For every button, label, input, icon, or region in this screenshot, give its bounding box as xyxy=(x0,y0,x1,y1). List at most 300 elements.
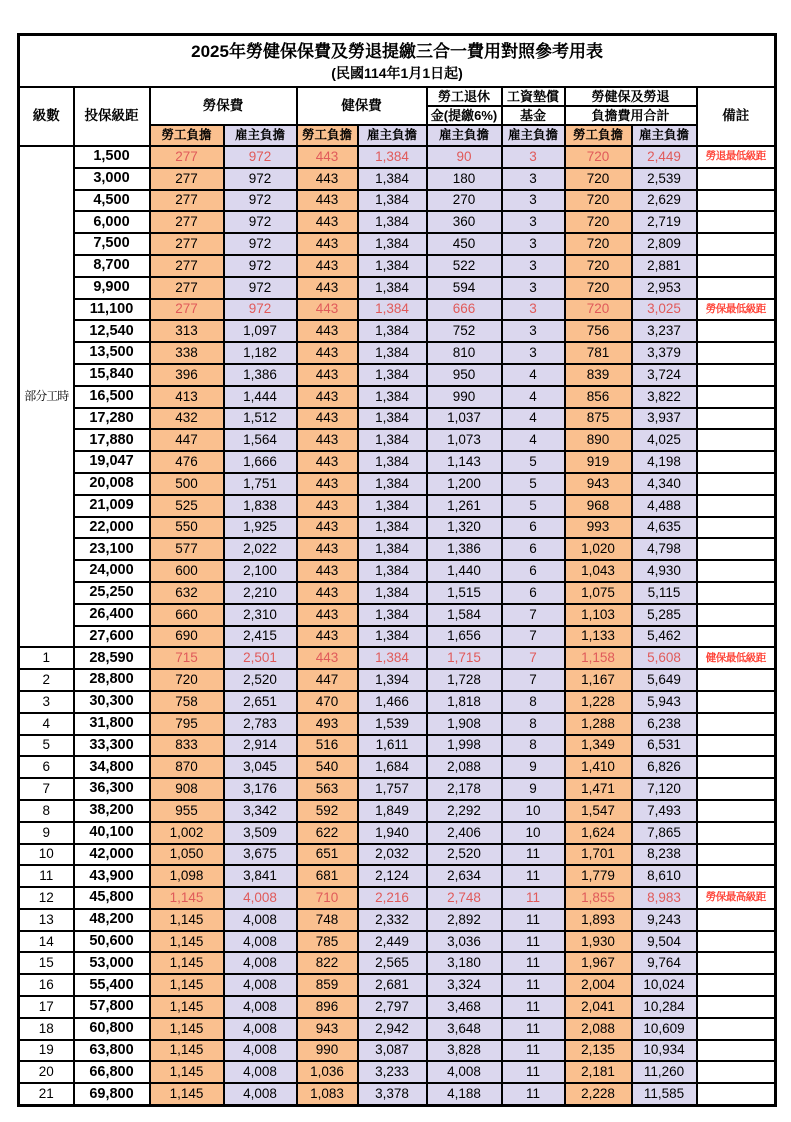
labor-worker-fee: 1,050 xyxy=(150,844,224,866)
bracket-cell: 69,800 xyxy=(74,1083,150,1105)
labor-worker-fee: 525 xyxy=(150,495,224,517)
table-row xyxy=(19,408,776,430)
labor-worker-fee: 550 xyxy=(150,517,224,539)
total-worker-fee: 2,135 xyxy=(565,1040,632,1062)
health-employer-fee: 2,449 xyxy=(358,931,427,953)
health-employer-fee: 1,384 xyxy=(358,517,427,539)
bracket-cell: 17,880 xyxy=(74,429,150,451)
total-worker-fee: 1,701 xyxy=(565,844,632,866)
pension-employer-fee: 1,908 xyxy=(427,713,502,735)
level-cell: 21 xyxy=(19,1083,74,1105)
labor-employer-fee: 2,310 xyxy=(224,604,297,626)
bracket-cell: 42,000 xyxy=(74,844,150,866)
bracket-cell: 12,540 xyxy=(74,320,150,342)
remark-cell xyxy=(697,560,776,582)
remark-cell xyxy=(697,909,776,931)
total-employer-fee: 10,934 xyxy=(632,1040,697,1062)
bracket-cell: 22,000 xyxy=(74,517,150,539)
remark-cell xyxy=(697,844,776,866)
table-row xyxy=(19,386,776,408)
health-employer-fee: 1,466 xyxy=(358,691,427,713)
health-employer-fee: 1,384 xyxy=(358,233,427,255)
labor-worker-fee: 476 xyxy=(150,451,224,473)
bracket-cell: 48,200 xyxy=(74,909,150,931)
health-worker-fee: 470 xyxy=(297,691,358,713)
wage-fund-employer-fee: 3 xyxy=(502,320,565,342)
labor-worker-fee: 277 xyxy=(150,277,224,299)
pension-employer-fee: 990 xyxy=(427,386,502,408)
total-worker-fee: 1,167 xyxy=(565,669,632,691)
pension-employer-fee: 1,320 xyxy=(427,517,502,539)
total-employer-fee: 4,635 xyxy=(632,517,697,539)
table-row xyxy=(19,233,776,255)
health-employer-fee: 1,384 xyxy=(358,277,427,299)
health-worker-fee: 822 xyxy=(297,952,358,974)
pension-employer-fee: 1,440 xyxy=(427,560,502,582)
total-employer-fee: 4,488 xyxy=(632,495,697,517)
bracket-cell: 26,400 xyxy=(74,604,150,626)
total-worker-fee: 720 xyxy=(565,190,632,212)
wage-fund-employer-fee: 5 xyxy=(502,451,565,473)
health-employer-fee: 1,384 xyxy=(358,560,427,582)
pension-employer-fee: 810 xyxy=(427,342,502,364)
table-row xyxy=(19,538,776,560)
labor-employer-fee: 1,838 xyxy=(224,495,297,517)
subheader-total-employer: 雇主負擔 xyxy=(632,125,697,146)
bracket-cell: 66,800 xyxy=(74,1061,150,1083)
bracket-cell: 21,009 xyxy=(74,495,150,517)
labor-worker-fee: 1,002 xyxy=(150,822,224,844)
health-employer-fee: 1,384 xyxy=(358,538,427,560)
total-employer-fee: 2,719 xyxy=(632,211,697,233)
health-worker-fee: 443 xyxy=(297,604,358,626)
total-worker-fee: 839 xyxy=(565,364,632,386)
pension-employer-fee: 270 xyxy=(427,190,502,212)
health-worker-fee: 443 xyxy=(297,538,358,560)
pension-employer-fee: 3,180 xyxy=(427,952,502,974)
remark-cell xyxy=(697,255,776,277)
table-title: 2025年勞健保保費及勞退提繳三合一費用對照參考用表 xyxy=(191,42,603,62)
labor-employer-fee: 4,008 xyxy=(224,887,297,909)
labor-employer-fee: 2,210 xyxy=(224,582,297,604)
health-employer-fee: 1,611 xyxy=(358,735,427,757)
remark-cell xyxy=(697,168,776,190)
bracket-cell: 3,000 xyxy=(74,168,150,190)
pension-employer-fee: 2,520 xyxy=(427,844,502,866)
remark-cell xyxy=(697,952,776,974)
header-pension-line2: 金(提繳6%) xyxy=(427,106,502,125)
wage-fund-employer-fee: 7 xyxy=(502,604,565,626)
total-employer-fee: 11,260 xyxy=(632,1061,697,1083)
remark-cell xyxy=(697,429,776,451)
table-subtitle: (民國114年1月1日起) xyxy=(331,64,463,81)
bracket-cell: 31,800 xyxy=(74,713,150,735)
total-employer-fee: 6,238 xyxy=(632,713,697,735)
labor-employer-fee: 1,751 xyxy=(224,473,297,495)
wage-fund-employer-fee: 11 xyxy=(502,1061,565,1083)
pension-employer-fee: 2,406 xyxy=(427,822,502,844)
total-worker-fee: 1,075 xyxy=(565,582,632,604)
health-worker-fee: 443 xyxy=(297,582,358,604)
wage-fund-employer-fee: 3 xyxy=(502,299,565,321)
total-worker-fee: 1,967 xyxy=(565,952,632,974)
premium-reference-table xyxy=(17,33,777,1107)
level-cell: 15 xyxy=(19,952,74,974)
total-worker-fee: 720 xyxy=(565,277,632,299)
health-employer-fee: 1,384 xyxy=(358,190,427,212)
health-employer-fee: 1,384 xyxy=(358,495,427,517)
labor-worker-fee: 396 xyxy=(150,364,224,386)
table-title-cell xyxy=(19,35,776,88)
health-employer-fee: 1,384 xyxy=(358,429,427,451)
labor-worker-fee: 1,145 xyxy=(150,1061,224,1083)
remark-cell xyxy=(697,342,776,364)
bracket-cell: 28,800 xyxy=(74,669,150,691)
health-worker-fee: 443 xyxy=(297,277,358,299)
total-employer-fee: 8,983 xyxy=(632,887,697,909)
remark-cell: 勞保最高級距 xyxy=(697,887,776,909)
labor-employer-fee: 3,176 xyxy=(224,778,297,800)
wage-fund-employer-fee: 3 xyxy=(502,255,565,277)
labor-employer-fee: 1,564 xyxy=(224,429,297,451)
level-cell: 13 xyxy=(19,909,74,931)
bracket-cell: 43,900 xyxy=(74,865,150,887)
total-worker-fee: 1,410 xyxy=(565,756,632,778)
total-employer-fee: 3,822 xyxy=(632,386,697,408)
pension-employer-fee: 4,188 xyxy=(427,1083,502,1105)
health-employer-fee: 1,384 xyxy=(358,299,427,321)
total-worker-fee: 1,020 xyxy=(565,538,632,560)
wage-fund-employer-fee: 4 xyxy=(502,386,565,408)
health-employer-fee: 1,384 xyxy=(358,647,427,669)
health-worker-fee: 443 xyxy=(297,386,358,408)
level-cell: 14 xyxy=(19,931,74,953)
wage-fund-employer-fee: 7 xyxy=(502,647,565,669)
bracket-cell: 50,600 xyxy=(74,931,150,953)
remark-cell xyxy=(697,1040,776,1062)
remark-cell xyxy=(697,277,776,299)
health-worker-fee: 443 xyxy=(297,495,358,517)
total-worker-fee: 1,288 xyxy=(565,713,632,735)
labor-employer-fee: 972 xyxy=(224,233,297,255)
wage-fund-employer-fee: 6 xyxy=(502,582,565,604)
labor-employer-fee: 1,512 xyxy=(224,408,297,430)
total-worker-fee: 856 xyxy=(565,386,632,408)
total-worker-fee: 720 xyxy=(565,255,632,277)
labor-employer-fee: 3,342 xyxy=(224,800,297,822)
bracket-cell: 6,000 xyxy=(74,211,150,233)
total-worker-fee: 875 xyxy=(565,408,632,430)
remark-cell xyxy=(697,604,776,626)
level-cell: 8 xyxy=(19,800,74,822)
pension-employer-fee: 2,292 xyxy=(427,800,502,822)
labor-worker-fee: 1,145 xyxy=(150,931,224,953)
bracket-cell: 25,250 xyxy=(74,582,150,604)
pension-employer-fee: 3,324 xyxy=(427,974,502,996)
wage-fund-employer-fee: 11 xyxy=(502,1018,565,1040)
health-worker-fee: 592 xyxy=(297,800,358,822)
total-worker-fee: 1,103 xyxy=(565,604,632,626)
wage-fund-employer-fee: 11 xyxy=(502,1083,565,1105)
table-row xyxy=(19,1083,776,1105)
remark-cell: 勞保最低級距 xyxy=(697,299,776,321)
wage-fund-employer-fee: 10 xyxy=(502,800,565,822)
total-worker-fee: 1,043 xyxy=(565,560,632,582)
total-worker-fee: 2,004 xyxy=(565,974,632,996)
labor-employer-fee: 4,008 xyxy=(224,952,297,974)
labor-employer-fee: 2,415 xyxy=(224,626,297,648)
level-cell: 19 xyxy=(19,1040,74,1062)
remark-cell xyxy=(697,713,776,735)
health-employer-fee: 1,384 xyxy=(358,451,427,473)
table-row xyxy=(19,909,776,931)
pension-employer-fee: 666 xyxy=(427,299,502,321)
labor-worker-fee: 1,145 xyxy=(150,909,224,931)
bracket-cell: 1,500 xyxy=(74,146,150,168)
health-employer-fee: 1,539 xyxy=(358,713,427,735)
table-row xyxy=(19,844,776,866)
pension-employer-fee: 1,584 xyxy=(427,604,502,626)
wage-fund-employer-fee: 9 xyxy=(502,756,565,778)
bracket-cell: 28,590 xyxy=(74,647,150,669)
table-row xyxy=(19,713,776,735)
health-employer-fee: 1,384 xyxy=(358,386,427,408)
labor-employer-fee: 3,675 xyxy=(224,844,297,866)
remark-cell xyxy=(697,364,776,386)
bracket-cell: 9,900 xyxy=(74,277,150,299)
total-worker-fee: 890 xyxy=(565,429,632,451)
wage-fund-employer-fee: 3 xyxy=(502,211,565,233)
labor-employer-fee: 4,008 xyxy=(224,1083,297,1105)
total-employer-fee: 5,608 xyxy=(632,647,697,669)
health-employer-fee: 2,332 xyxy=(358,909,427,931)
pension-employer-fee: 1,037 xyxy=(427,408,502,430)
table-row xyxy=(19,996,776,1018)
bracket-cell: 45,800 xyxy=(74,887,150,909)
bracket-cell: 27,600 xyxy=(74,626,150,648)
pension-employer-fee: 594 xyxy=(427,277,502,299)
total-employer-fee: 4,930 xyxy=(632,560,697,582)
remark-cell xyxy=(697,626,776,648)
total-worker-fee: 2,181 xyxy=(565,1061,632,1083)
table-row xyxy=(19,146,776,168)
pension-employer-fee: 1,073 xyxy=(427,429,502,451)
labor-employer-fee: 3,509 xyxy=(224,822,297,844)
health-employer-fee: 2,681 xyxy=(358,974,427,996)
wage-fund-employer-fee: 4 xyxy=(502,429,565,451)
total-worker-fee: 1,547 xyxy=(565,800,632,822)
header-bracket: 投保級距 xyxy=(74,87,150,146)
labor-worker-fee: 277 xyxy=(150,168,224,190)
health-employer-fee: 1,384 xyxy=(358,626,427,648)
subheader-labor-employer: 雇主負擔 xyxy=(224,125,297,146)
labor-worker-fee: 833 xyxy=(150,735,224,757)
total-employer-fee: 5,285 xyxy=(632,604,697,626)
subheader-total-worker: 勞工負擔 xyxy=(565,125,632,146)
labor-worker-fee: 1,145 xyxy=(150,952,224,974)
pension-employer-fee: 3,648 xyxy=(427,1018,502,1040)
table-row xyxy=(19,865,776,887)
pension-employer-fee: 3,828 xyxy=(427,1040,502,1062)
total-employer-fee: 8,238 xyxy=(632,844,697,866)
health-worker-fee: 447 xyxy=(297,669,358,691)
total-employer-fee: 5,115 xyxy=(632,582,697,604)
total-worker-fee: 1,471 xyxy=(565,778,632,800)
wage-fund-employer-fee: 3 xyxy=(502,277,565,299)
labor-employer-fee: 1,386 xyxy=(224,364,297,386)
table-row xyxy=(19,604,776,626)
level-group-part-time: 部分工時 xyxy=(19,146,74,647)
labor-employer-fee: 4,008 xyxy=(224,1040,297,1062)
bracket-cell: 33,300 xyxy=(74,735,150,757)
remark-cell xyxy=(697,538,776,560)
health-worker-fee: 651 xyxy=(297,844,358,866)
table-row xyxy=(19,560,776,582)
labor-worker-fee: 690 xyxy=(150,626,224,648)
labor-worker-fee: 1,145 xyxy=(150,887,224,909)
header-level: 級數 xyxy=(19,87,74,146)
total-employer-fee: 4,340 xyxy=(632,473,697,495)
wage-fund-employer-fee: 3 xyxy=(502,233,565,255)
labor-worker-fee: 1,145 xyxy=(150,996,224,1018)
health-worker-fee: 443 xyxy=(297,211,358,233)
total-worker-fee: 720 xyxy=(565,146,632,168)
remark-cell xyxy=(697,190,776,212)
health-employer-fee: 1,757 xyxy=(358,778,427,800)
total-worker-fee: 720 xyxy=(565,299,632,321)
header-pension-line1: 勞工退休 xyxy=(427,87,502,106)
wage-fund-employer-fee: 11 xyxy=(502,887,565,909)
table-row xyxy=(19,691,776,713)
remark-cell xyxy=(697,669,776,691)
pension-employer-fee: 1,998 xyxy=(427,735,502,757)
total-worker-fee: 1,855 xyxy=(565,887,632,909)
health-employer-fee: 1,384 xyxy=(358,473,427,495)
total-worker-fee: 1,779 xyxy=(565,865,632,887)
health-worker-fee: 785 xyxy=(297,931,358,953)
labor-employer-fee: 972 xyxy=(224,277,297,299)
labor-worker-fee: 758 xyxy=(150,691,224,713)
health-worker-fee: 563 xyxy=(297,778,358,800)
total-worker-fee: 1,893 xyxy=(565,909,632,931)
bracket-cell: 17,280 xyxy=(74,408,150,430)
remark-cell xyxy=(697,756,776,778)
bracket-cell: 20,008 xyxy=(74,473,150,495)
bracket-cell: 57,800 xyxy=(74,996,150,1018)
health-worker-fee: 748 xyxy=(297,909,358,931)
total-employer-fee: 7,120 xyxy=(632,778,697,800)
header-wage-fund-line2: 基金 xyxy=(502,106,565,125)
total-worker-fee: 2,228 xyxy=(565,1083,632,1105)
pension-employer-fee: 1,715 xyxy=(427,647,502,669)
table-row xyxy=(19,1061,776,1083)
wage-fund-employer-fee: 11 xyxy=(502,952,565,974)
wage-fund-employer-fee: 8 xyxy=(502,735,565,757)
labor-employer-fee: 2,914 xyxy=(224,735,297,757)
table-row xyxy=(19,778,776,800)
wage-fund-employer-fee: 8 xyxy=(502,691,565,713)
health-employer-fee: 1,384 xyxy=(358,211,427,233)
health-worker-fee: 443 xyxy=(297,146,358,168)
bracket-cell: 16,500 xyxy=(74,386,150,408)
health-worker-fee: 443 xyxy=(297,560,358,582)
remark-cell xyxy=(697,996,776,1018)
total-worker-fee: 2,088 xyxy=(565,1018,632,1040)
labor-worker-fee: 715 xyxy=(150,647,224,669)
wage-fund-employer-fee: 4 xyxy=(502,408,565,430)
remark-cell xyxy=(697,582,776,604)
health-worker-fee: 443 xyxy=(297,429,358,451)
labor-worker-fee: 432 xyxy=(150,408,224,430)
table-row xyxy=(19,1040,776,1062)
wage-fund-employer-fee: 11 xyxy=(502,1040,565,1062)
labor-employer-fee: 4,008 xyxy=(224,931,297,953)
header-total-line1: 勞健保及勞退 xyxy=(565,87,697,106)
labor-worker-fee: 277 xyxy=(150,233,224,255)
bracket-cell: 19,047 xyxy=(74,451,150,473)
total-worker-fee: 720 xyxy=(565,168,632,190)
labor-employer-fee: 1,182 xyxy=(224,342,297,364)
labor-worker-fee: 600 xyxy=(150,560,224,582)
total-worker-fee: 1,158 xyxy=(565,647,632,669)
subheader-labor-worker: 勞工負擔 xyxy=(150,125,224,146)
pension-employer-fee: 4,008 xyxy=(427,1061,502,1083)
health-employer-fee: 1,384 xyxy=(358,408,427,430)
wage-fund-employer-fee: 9 xyxy=(502,778,565,800)
bracket-cell: 53,000 xyxy=(74,952,150,974)
level-cell: 20 xyxy=(19,1061,74,1083)
remark-cell xyxy=(697,386,776,408)
wage-fund-employer-fee: 6 xyxy=(502,560,565,582)
remark-cell xyxy=(697,408,776,430)
health-worker-fee: 990 xyxy=(297,1040,358,1062)
health-worker-fee: 443 xyxy=(297,255,358,277)
table-row xyxy=(19,822,776,844)
bracket-cell: 63,800 xyxy=(74,1040,150,1062)
total-employer-fee: 4,198 xyxy=(632,451,697,473)
table-body xyxy=(19,146,776,1106)
table-row xyxy=(19,669,776,691)
total-employer-fee: 2,809 xyxy=(632,233,697,255)
bracket-cell: 38,200 xyxy=(74,800,150,822)
bracket-cell: 23,100 xyxy=(74,538,150,560)
level-cell: 4 xyxy=(19,713,74,735)
pension-employer-fee: 3,036 xyxy=(427,931,502,953)
wage-fund-employer-fee: 3 xyxy=(502,168,565,190)
labor-worker-fee: 338 xyxy=(150,342,224,364)
health-employer-fee: 2,032 xyxy=(358,844,427,866)
total-employer-fee: 7,493 xyxy=(632,800,697,822)
health-employer-fee: 2,216 xyxy=(358,887,427,909)
labor-worker-fee: 660 xyxy=(150,604,224,626)
wage-fund-employer-fee: 11 xyxy=(502,844,565,866)
health-employer-fee: 1,394 xyxy=(358,669,427,691)
health-worker-fee: 1,036 xyxy=(297,1061,358,1083)
total-employer-fee: 3,379 xyxy=(632,342,697,364)
health-employer-fee: 3,087 xyxy=(358,1040,427,1062)
health-worker-fee: 443 xyxy=(297,647,358,669)
pension-employer-fee: 2,748 xyxy=(427,887,502,909)
remark-cell xyxy=(697,865,776,887)
pension-employer-fee: 1,515 xyxy=(427,582,502,604)
health-employer-fee: 1,384 xyxy=(358,255,427,277)
table-row xyxy=(19,1018,776,1040)
health-employer-fee: 1,384 xyxy=(358,342,427,364)
wage-fund-employer-fee: 5 xyxy=(502,473,565,495)
total-employer-fee: 2,539 xyxy=(632,168,697,190)
header-health-insurance: 健保費 xyxy=(297,87,427,125)
pension-employer-fee: 90 xyxy=(427,146,502,168)
